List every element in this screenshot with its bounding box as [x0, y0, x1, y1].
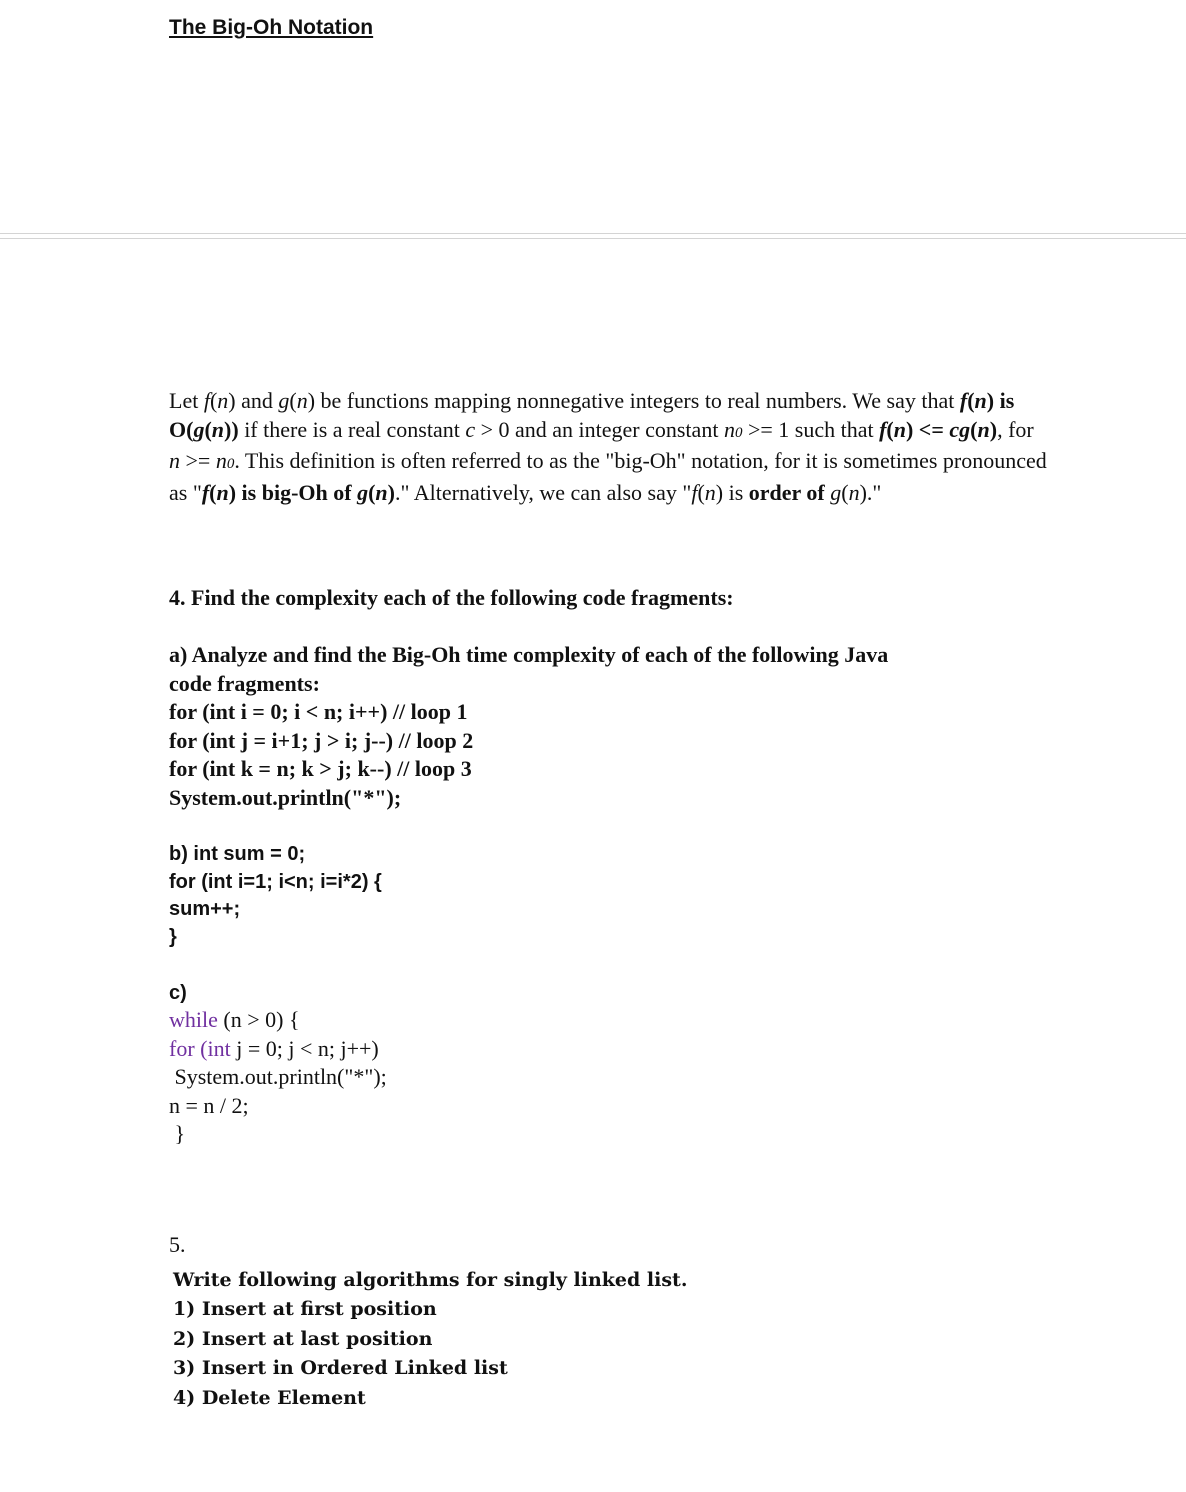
list-item: Write following algorithms for singly linked list.	[173, 1269, 688, 1291]
question-4a-line: code fragments:	[169, 670, 320, 696]
question-4c	[169, 1006, 387, 1149]
code-line: n = n / 2;	[169, 1092, 249, 1118]
code-line: for (int j = 0; j < n; j++)	[169, 1035, 379, 1061]
code-line: sum++;	[169, 898, 241, 921]
question-5-list	[173, 1266, 687, 1413]
code-line: }	[169, 925, 177, 948]
code-line: for (int i = 0; i < n; i++) // loop 1	[169, 699, 468, 725]
question-4a	[169, 641, 1019, 813]
code-line: for (int i=1; i<n; i=i*2) {	[169, 870, 382, 893]
code-line: System.out.println("*");	[169, 784, 402, 810]
question-4-heading: 4. Find the complexity each of the following code fragments:	[169, 585, 734, 610]
question-4c-label: c)	[169, 982, 187, 1004]
definition-paragraph: Let f(n) and g(n) be functions mapping nonnegative integers to real numbers. We say that f(n) is O(g(n)) if there is a real constant c > 0 and an integer constant n0 >= 1 such that f(n) <= cg(n), for n >= n0. This definition is often referred to as the "big-Oh" notation, for it is sometimes pronounced as "f(n) is big-Oh of g(n)." Alternatively, we can also say "f(n) is order of g(n)."	[169, 388, 1047, 505]
list-item: 2) Insert at last position	[173, 1327, 433, 1350]
question-5-number: 5.	[169, 1232, 186, 1257]
page-title: The Big-Oh Notation	[169, 16, 374, 39]
code-line: b) int sum = 0;	[169, 843, 306, 865]
code-line: for (int k = n; k > j; k--) // loop 3	[169, 756, 472, 782]
code-line: for (int j = i+1; j > i; j--) // loop 2	[169, 727, 474, 753]
keyword: while	[169, 1007, 218, 1032]
question-4b	[169, 841, 382, 951]
list-item: 3) Insert in Ordered Linked list	[173, 1357, 508, 1380]
question-4a-line: a) Analyze and find the Big-Oh time complexity of each of the following Java	[169, 642, 889, 667]
list-item: 1) Insert at first position	[173, 1298, 437, 1321]
code-line: }	[169, 1121, 186, 1146]
divider	[0, 233, 1186, 239]
code-line: while (n > 0) {	[169, 1007, 300, 1032]
keyword: for	[169, 1035, 195, 1061]
keyword: int	[207, 1035, 231, 1061]
list-item: 4) Delete Element	[173, 1386, 366, 1409]
code-line: System.out.println("*");	[169, 1064, 387, 1089]
